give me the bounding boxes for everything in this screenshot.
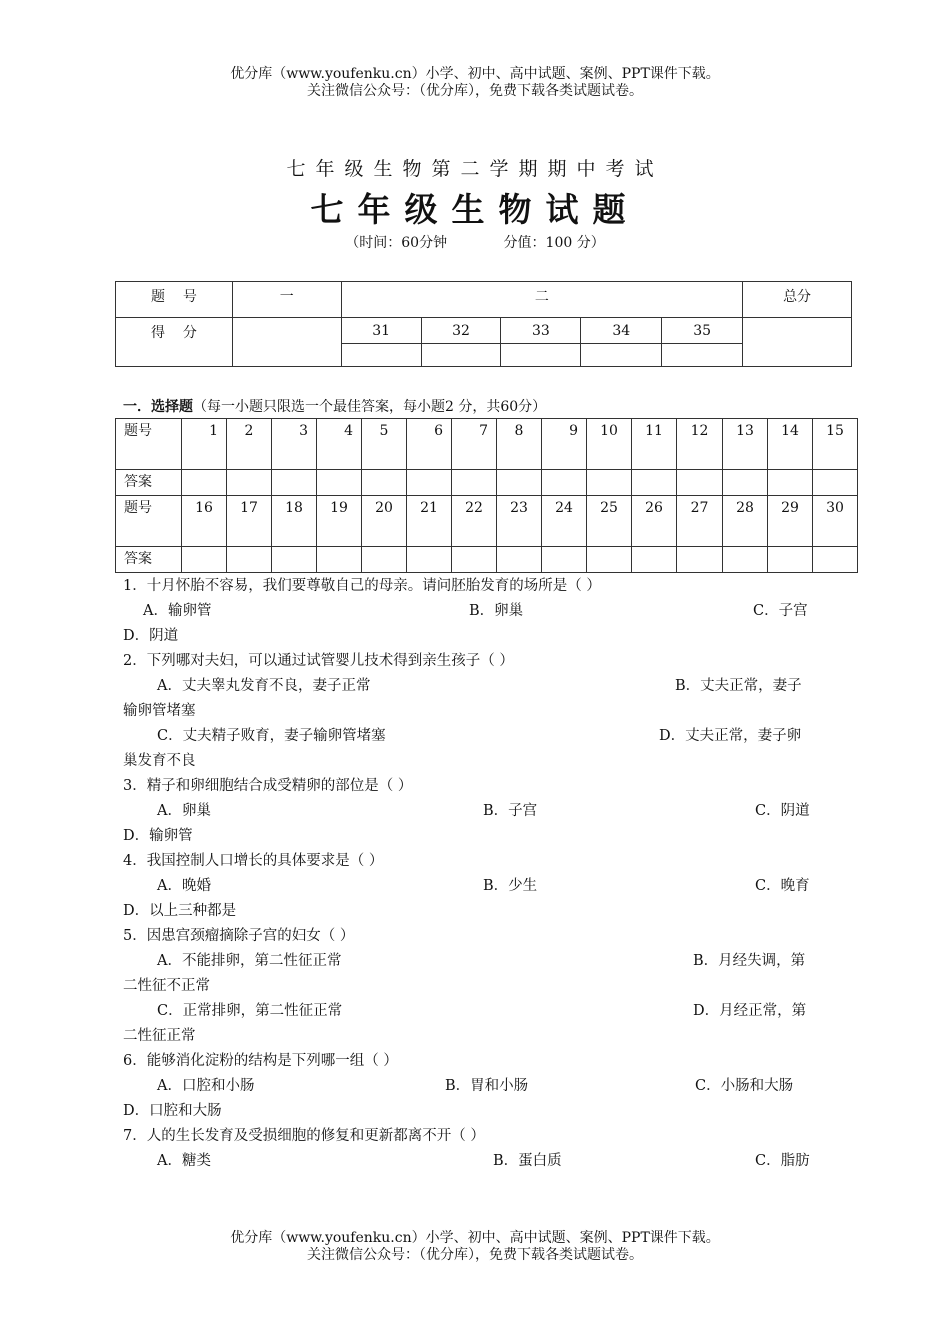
- answer-cell[interactable]: [813, 470, 858, 496]
- answer-cell[interactable]: [677, 470, 723, 496]
- option-d[interactable]: D．输卵管: [123, 828, 193, 844]
- option-a[interactable]: A．不能排卵，第二性征正常: [157, 953, 342, 969]
- qnum-9: 9: [542, 419, 587, 470]
- option-c[interactable]: C．丈夫精子败育，妻子输卵管堵塞: [157, 728, 386, 744]
- option-c[interactable]: C．脂肪: [755, 1153, 810, 1169]
- qnum-20: 20: [362, 496, 407, 547]
- score-cell-31[interactable]: [341, 344, 421, 367]
- answer-cell[interactable]: [497, 470, 542, 496]
- answer-cell[interactable]: [407, 547, 452, 573]
- score-header-one: 一: [232, 282, 341, 318]
- answer-label-tihao: 题号: [116, 419, 182, 470]
- option-c[interactable]: C．阴道: [755, 803, 810, 819]
- qnum-17: 17: [227, 496, 272, 547]
- option-b[interactable]: B．卵巢: [469, 603, 524, 619]
- score-sub-32: 32: [421, 318, 501, 344]
- qnum-1: 1: [182, 419, 227, 470]
- section-1-heading: [123, 396, 546, 416]
- exam-meta: [0, 232, 950, 252]
- option-a[interactable]: A．卵巢: [157, 803, 211, 819]
- option-a[interactable]: A．丈夫睾丸发育不良，妻子正常: [157, 678, 371, 694]
- question-stem: 5．因患宫颈瘤摘除子宫的妇女（ ）: [123, 928, 355, 944]
- answer-table: [115, 418, 858, 573]
- answer-cell[interactable]: [632, 470, 677, 496]
- option-a[interactable]: A．晚婚: [157, 878, 211, 894]
- qnum-5: 5: [362, 419, 407, 470]
- option-d[interactable]: D．阴道: [123, 628, 179, 644]
- score-table: [115, 281, 852, 367]
- option-a[interactable]: A．糖类: [157, 1153, 211, 1169]
- qnum-11: 11: [632, 419, 677, 470]
- score-sub-33: 33: [501, 318, 581, 344]
- answer-cell[interactable]: [723, 547, 768, 573]
- answer-cell[interactable]: [587, 547, 632, 573]
- option-d[interactable]: D．以上三种都是: [123, 903, 237, 919]
- page-footer: [0, 1230, 950, 1264]
- answer-cell[interactable]: [272, 547, 317, 573]
- qnum-19: 19: [317, 496, 362, 547]
- section-1-note: （每一小题只限选一个最佳答案，每小题2 分，共60分）: [193, 399, 547, 415]
- qnum-28: 28: [723, 496, 768, 547]
- question-stem: 3．精子和卵细胞结合成受精卵的部位是（ ）: [123, 778, 413, 794]
- answer-cell[interactable]: [227, 547, 272, 573]
- answer-cell[interactable]: [497, 547, 542, 573]
- score-cell-34[interactable]: [581, 344, 662, 367]
- qnum-25: 25: [587, 496, 632, 547]
- header-line-1: 优分库（www.youfenku.cn）小学、初中、高中试题、案例、PPT课件下载。: [230, 66, 720, 82]
- answer-cell[interactable]: [587, 470, 632, 496]
- score-cell-total[interactable]: [743, 318, 852, 367]
- option-d[interactable]: D．丈夫正常，妻子卵: [659, 728, 802, 744]
- exam-time: （时间：60分钟: [345, 235, 448, 251]
- answer-cell[interactable]: [182, 547, 227, 573]
- score-cell-one[interactable]: [232, 318, 341, 367]
- footer-line-2: 关注微信公众号：（优分库），免费下载各类试题试卷。: [307, 1247, 643, 1263]
- qnum-15: 15: [813, 419, 858, 470]
- qnum-24: 24: [542, 496, 587, 547]
- answer-label-tihao: 题号: [116, 496, 182, 547]
- option-c[interactable]: C．子宫: [753, 603, 808, 619]
- qnum-4: 4: [317, 419, 362, 470]
- answer-cell[interactable]: [407, 470, 452, 496]
- score-header-two: 二: [341, 282, 742, 318]
- option-b-cont: 二性征不正常: [123, 978, 210, 994]
- question-stem: 4．我国控制人口增长的具体要求是（ ）: [123, 853, 384, 869]
- answer-cell[interactable]: [362, 547, 407, 573]
- answer-cell[interactable]: [272, 470, 317, 496]
- option-c[interactable]: C．晚育: [755, 878, 810, 894]
- score-cell-35[interactable]: [662, 344, 743, 367]
- answer-label-daan: 答案: [116, 547, 182, 573]
- score-cell-33[interactable]: [501, 344, 581, 367]
- score-sub-31: 31: [341, 318, 421, 344]
- question-stem: 2．下列哪对夫妇，可以通过试管婴儿技术得到亲生孩子（ ）: [123, 653, 514, 669]
- footer-line-1: 优分库（www.youfenku.cn）小学、初中、高中试题、案例、PPT课件下载。: [230, 1230, 720, 1246]
- qnum-2: 2: [227, 419, 272, 470]
- answer-cell[interactable]: [182, 470, 227, 496]
- answer-cell[interactable]: [317, 547, 362, 573]
- answer-cell[interactable]: [542, 470, 587, 496]
- option-d[interactable]: D．月经正常，第: [693, 1003, 807, 1019]
- option-b[interactable]: B．子宫: [483, 803, 538, 819]
- option-b-cont: 输卵管堵塞: [123, 703, 196, 719]
- exam-score: 分值：100 分）: [503, 235, 605, 251]
- qnum-21: 21: [407, 496, 452, 547]
- option-d-cont: 二性征正常: [123, 1028, 196, 1044]
- qnum-6: 6: [407, 419, 452, 470]
- answer-cell[interactable]: [362, 470, 407, 496]
- answer-cell[interactable]: [452, 470, 497, 496]
- option-b[interactable]: B．胃和小肠: [445, 1078, 529, 1094]
- option-d[interactable]: D．口腔和大肠: [123, 1103, 222, 1119]
- qnum-10: 10: [587, 419, 632, 470]
- qnum-16: 16: [182, 496, 227, 547]
- exam-subtitle: 七年级生物第二学期期中考试: [286, 158, 664, 180]
- answer-label-daan: 答案: [116, 470, 182, 496]
- answer-cell[interactable]: [317, 470, 362, 496]
- answer-cell[interactable]: [677, 547, 723, 573]
- qnum-26: 26: [632, 496, 677, 547]
- answer-cell[interactable]: [632, 547, 677, 573]
- answer-cell[interactable]: [542, 547, 587, 573]
- qnum-29: 29: [768, 496, 813, 547]
- question-list: [123, 574, 828, 1174]
- qnum-22: 22: [452, 496, 497, 547]
- option-c[interactable]: C．小肠和大肠: [695, 1078, 794, 1094]
- answer-cell[interactable]: [768, 470, 813, 496]
- qnum-3: 3: [272, 419, 317, 470]
- section-1-title: 选择题: [151, 399, 193, 415]
- qnum-14: 14: [768, 419, 813, 470]
- option-c[interactable]: C．正常排卵，第二性征正常: [157, 1003, 343, 1019]
- option-a[interactable]: A．口腔和小肠: [157, 1078, 255, 1094]
- score-cell-32[interactable]: [421, 344, 501, 367]
- score-header-total: 总分: [743, 282, 852, 318]
- option-b[interactable]: B．蛋白质: [493, 1153, 562, 1169]
- qnum-12: 12: [677, 419, 723, 470]
- score-sub-34: 34: [581, 318, 662, 344]
- qnum-18: 18: [272, 496, 317, 547]
- option-b[interactable]: B．少生: [483, 878, 538, 894]
- qnum-8: 8: [497, 419, 542, 470]
- qnum-7: 7: [452, 419, 497, 470]
- answer-cell[interactable]: [813, 547, 858, 573]
- score-sub-35: 35: [662, 318, 743, 344]
- question-stem: 6．能够消化淀粉的结构是下列哪一组（ ）: [123, 1053, 398, 1069]
- question-stem: 7．人的生长发育及受损细胞的修复和更新都离不开（ ）: [123, 1128, 485, 1144]
- answer-cell[interactable]: [227, 470, 272, 496]
- score-header-tihao: 题 号: [116, 282, 233, 318]
- header-line-2: 关注微信公众号：（优分库），免费下载各类试题试卷。: [307, 83, 643, 99]
- qnum-30: 30: [813, 496, 858, 547]
- answer-cell[interactable]: [723, 470, 768, 496]
- page-header: [0, 66, 950, 100]
- exam-title: 七年级生物试题: [310, 190, 640, 229]
- answer-cell[interactable]: [768, 547, 813, 573]
- qnum-13: 13: [723, 419, 768, 470]
- qnum-27: 27: [677, 496, 723, 547]
- section-1-num: 一．: [123, 399, 151, 415]
- option-b[interactable]: B．丈夫正常，妻子: [675, 678, 802, 694]
- option-b[interactable]: B．月经失调，第: [693, 953, 806, 969]
- score-label-defen: 得 分: [116, 318, 233, 367]
- option-d-cont: 巢发育不良: [123, 753, 196, 769]
- answer-cell[interactable]: [452, 547, 497, 573]
- qnum-23: 23: [497, 496, 542, 547]
- option-a[interactable]: A．输卵管: [143, 603, 212, 619]
- question-stem: 1．十月怀胎不容易，我们要尊敬自己的母亲。请问胚胎发育的场所是（ ）: [123, 578, 601, 594]
